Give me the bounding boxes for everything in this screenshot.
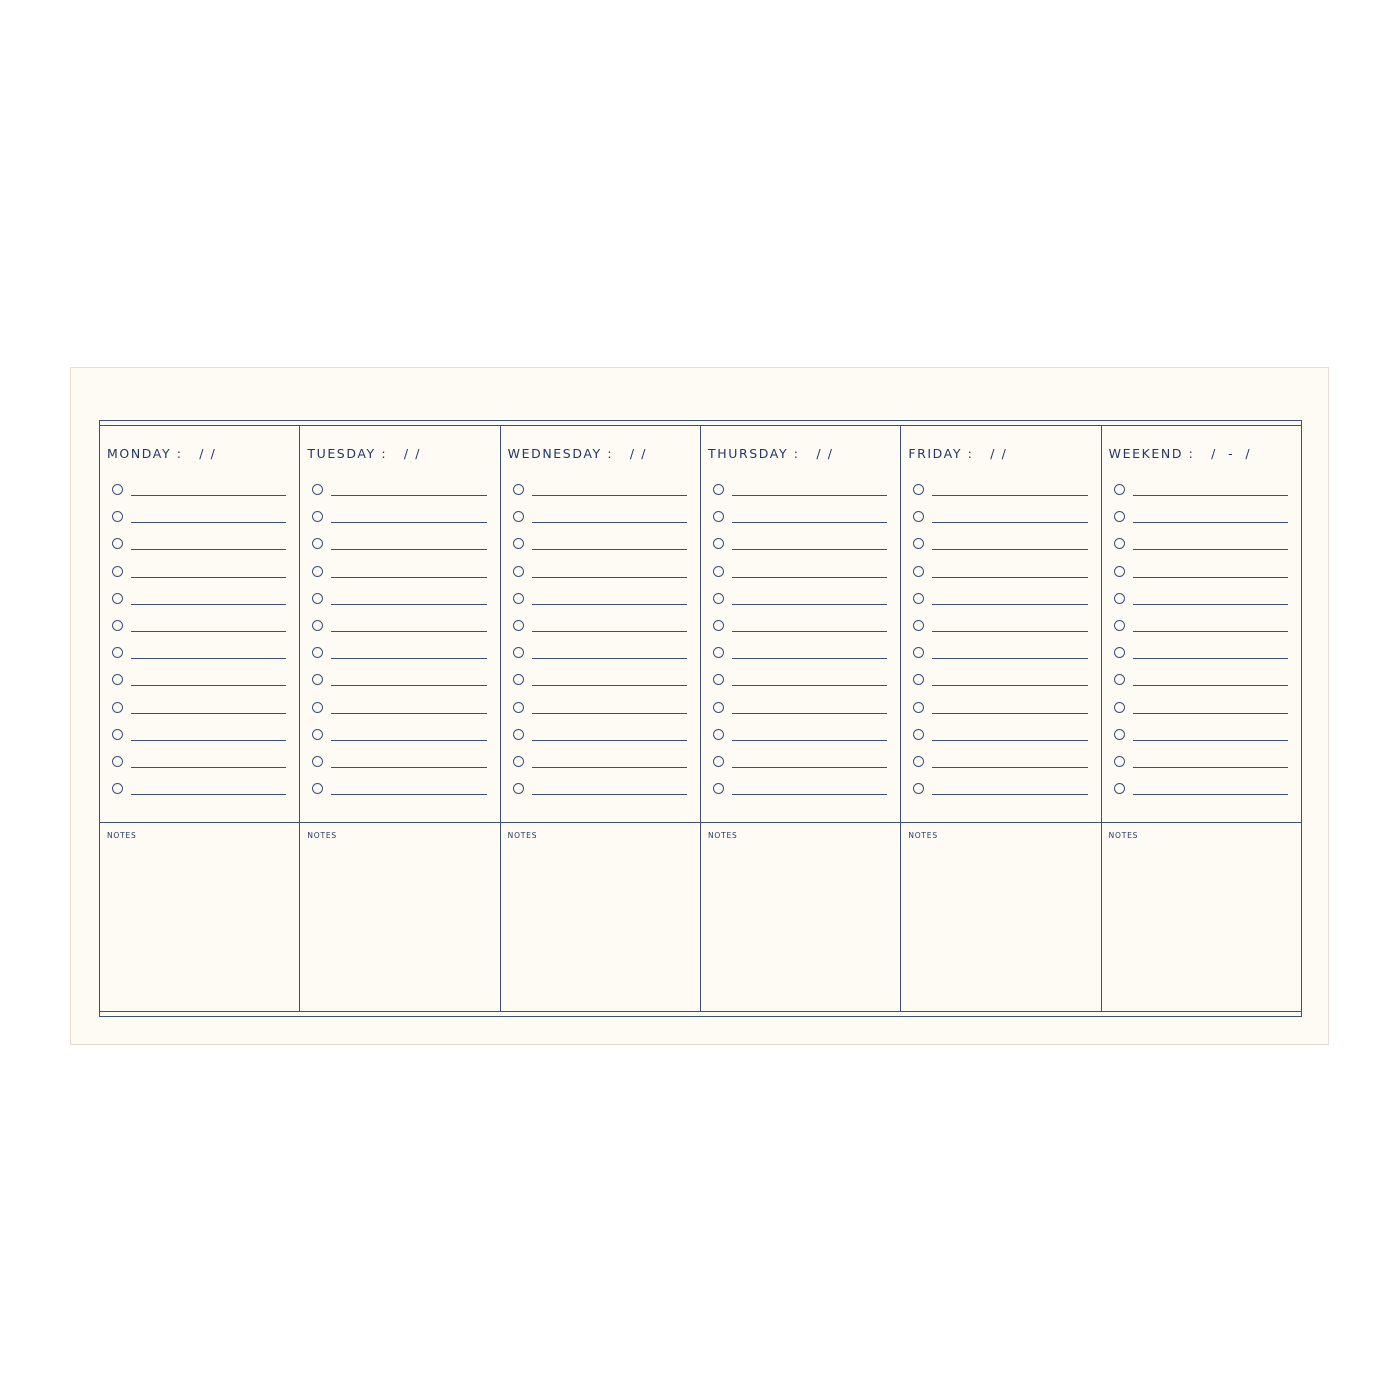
- task-row: [312, 646, 486, 673]
- checkbox-circle-icon[interactable]: [112, 783, 123, 794]
- checkbox-circle-icon[interactable]: [913, 620, 924, 631]
- task-write-line[interactable]: [331, 604, 486, 605]
- checkbox-circle-icon[interactable]: [713, 729, 724, 740]
- task-write-line[interactable]: [331, 794, 486, 795]
- task-row: [112, 483, 286, 510]
- checkbox-circle-icon[interactable]: [713, 647, 724, 658]
- task-row: [713, 619, 887, 646]
- task-write-line[interactable]: [732, 631, 887, 632]
- task-row: [913, 728, 1087, 755]
- notes-label: NOTES: [707, 831, 738, 840]
- task-row: [1114, 483, 1288, 510]
- task-row: [713, 728, 887, 755]
- checkbox-circle-icon[interactable]: [1114, 593, 1125, 604]
- task-row: [913, 592, 1087, 619]
- task-row: [713, 483, 887, 510]
- task-write-line[interactable]: [1133, 740, 1288, 741]
- checkbox-circle-icon[interactable]: [112, 647, 123, 658]
- task-row: [112, 701, 286, 728]
- checkbox-circle-icon[interactable]: [513, 756, 524, 767]
- task-write-line[interactable]: [932, 685, 1087, 686]
- checkbox-circle-icon[interactable]: [513, 566, 524, 577]
- checkbox-circle-icon[interactable]: [913, 538, 924, 549]
- task-write-line[interactable]: [131, 577, 286, 578]
- task-write-line[interactable]: [131, 713, 286, 714]
- task-write-line[interactable]: [1133, 604, 1288, 605]
- task-write-line[interactable]: [1133, 685, 1288, 686]
- task-row: [312, 483, 486, 510]
- task-row: [513, 510, 687, 537]
- task-row: [112, 646, 286, 673]
- task-row: [513, 537, 687, 564]
- task-write-line[interactable]: [932, 495, 1087, 496]
- checkbox-circle-icon[interactable]: [312, 511, 323, 522]
- checkbox-circle-icon[interactable]: [913, 783, 924, 794]
- day-header: MONDAY : / /: [107, 446, 217, 461]
- task-row: [112, 537, 286, 564]
- task-row: [312, 701, 486, 728]
- task-write-line[interactable]: [732, 549, 887, 550]
- notes-label: NOTES: [908, 831, 938, 840]
- task-write-line[interactable]: [331, 577, 486, 578]
- day-column: [1102, 426, 1301, 1011]
- checkbox-circle-icon[interactable]: [112, 484, 123, 495]
- task-write-line[interactable]: [732, 767, 887, 768]
- checkbox-circle-icon[interactable]: [1114, 566, 1125, 577]
- task-write-line[interactable]: [331, 767, 486, 768]
- task-write-line[interactable]: [732, 658, 887, 659]
- checkbox-circle-icon[interactable]: [513, 511, 524, 522]
- task-write-line[interactable]: [532, 522, 687, 523]
- checkbox-circle-icon[interactable]: [913, 729, 924, 740]
- task-write-line[interactable]: [131, 685, 286, 686]
- task-row: [713, 565, 887, 592]
- task-write-line[interactable]: [932, 577, 1087, 578]
- day-header: THURSDAY : / /: [707, 446, 834, 461]
- checkbox-circle-icon[interactable]: [913, 566, 924, 577]
- task-write-line[interactable]: [532, 658, 687, 659]
- task-row: [513, 483, 687, 510]
- task-row: [1114, 510, 1288, 537]
- notes-box[interactable]: [501, 822, 700, 1011]
- task-row: [513, 728, 687, 755]
- task-row: [913, 646, 1087, 673]
- task-row: [713, 782, 887, 809]
- task-write-line[interactable]: [532, 577, 687, 578]
- task-row: [312, 755, 486, 782]
- task-write-line[interactable]: [932, 522, 1087, 523]
- checkbox-circle-icon[interactable]: [913, 647, 924, 658]
- checkbox-circle-icon[interactable]: [1114, 620, 1125, 631]
- checkbox-circle-icon[interactable]: [913, 484, 924, 495]
- task-row: [713, 673, 887, 700]
- planner-frame: [99, 420, 1302, 1017]
- task-row: [312, 619, 486, 646]
- task-row: [1114, 619, 1288, 646]
- day-column: [901, 426, 1101, 1011]
- task-row: [112, 728, 286, 755]
- checkbox-circle-icon[interactable]: [713, 702, 724, 713]
- task-row: [913, 565, 1087, 592]
- checkbox-circle-icon[interactable]: [913, 511, 924, 522]
- task-write-line[interactable]: [932, 767, 1087, 768]
- checkbox-circle-icon[interactable]: [112, 511, 123, 522]
- day-header: WEDNESDAY : / /: [507, 446, 648, 461]
- task-write-line[interactable]: [732, 794, 887, 795]
- task-row: [913, 673, 1087, 700]
- checkbox-circle-icon[interactable]: [513, 538, 524, 549]
- task-row: [913, 701, 1087, 728]
- checkbox-circle-icon[interactable]: [513, 620, 524, 631]
- task-row: [312, 537, 486, 564]
- task-write-line[interactable]: [131, 522, 286, 523]
- task-row: [1114, 728, 1288, 755]
- task-write-line[interactable]: [932, 740, 1087, 741]
- task-write-line[interactable]: [732, 577, 887, 578]
- day-column: [300, 426, 500, 1011]
- notes-label: NOTES: [1108, 831, 1139, 840]
- task-write-line[interactable]: [331, 495, 486, 496]
- task-row: [1114, 592, 1288, 619]
- task-row: [713, 646, 887, 673]
- day-columns: [100, 426, 1301, 1011]
- task-row: [513, 619, 687, 646]
- notes-box[interactable]: [300, 822, 499, 1011]
- task-row: [913, 510, 1087, 537]
- task-write-line[interactable]: [532, 549, 687, 550]
- task-row: [1114, 673, 1288, 700]
- checkbox-circle-icon[interactable]: [1114, 729, 1125, 740]
- task-write-line[interactable]: [532, 604, 687, 605]
- task-row: [1114, 782, 1288, 809]
- task-write-line[interactable]: [331, 658, 486, 659]
- task-row: [112, 619, 286, 646]
- checkbox-circle-icon[interactable]: [312, 647, 323, 658]
- task-row: [112, 755, 286, 782]
- checkbox-circle-icon[interactable]: [312, 484, 323, 495]
- task-write-line[interactable]: [1133, 522, 1288, 523]
- task-row: [1114, 755, 1288, 782]
- task-list: [913, 483, 1087, 809]
- task-write-line[interactable]: [532, 740, 687, 741]
- checkbox-circle-icon[interactable]: [312, 620, 323, 631]
- checkbox-circle-icon[interactable]: [1114, 538, 1125, 549]
- task-row: [312, 592, 486, 619]
- task-write-line[interactable]: [1133, 713, 1288, 714]
- task-row: [112, 510, 286, 537]
- task-row: [112, 565, 286, 592]
- task-row: [713, 592, 887, 619]
- checkbox-circle-icon[interactable]: [112, 593, 123, 604]
- task-row: [513, 701, 687, 728]
- task-write-line[interactable]: [131, 604, 286, 605]
- checkbox-circle-icon[interactable]: [713, 756, 724, 767]
- checkbox-circle-icon[interactable]: [513, 593, 524, 604]
- checkbox-circle-icon[interactable]: [1114, 756, 1125, 767]
- task-row: [913, 483, 1087, 510]
- task-write-line[interactable]: [331, 713, 486, 714]
- task-row: [713, 755, 887, 782]
- task-write-line[interactable]: [732, 713, 887, 714]
- checkbox-circle-icon[interactable]: [713, 484, 724, 495]
- checkbox-circle-icon[interactable]: [312, 729, 323, 740]
- checkbox-circle-icon[interactable]: [913, 702, 924, 713]
- task-write-line[interactable]: [331, 522, 486, 523]
- task-write-line[interactable]: [131, 740, 286, 741]
- task-list: [1114, 483, 1288, 809]
- task-write-line[interactable]: [932, 631, 1087, 632]
- task-write-line[interactable]: [131, 549, 286, 550]
- task-write-line[interactable]: [331, 549, 486, 550]
- checkbox-circle-icon[interactable]: [713, 593, 724, 604]
- task-write-line[interactable]: [331, 685, 486, 686]
- task-list: [312, 483, 486, 809]
- task-write-line[interactable]: [532, 685, 687, 686]
- task-row: [513, 755, 687, 782]
- checkbox-circle-icon[interactable]: [1114, 702, 1125, 713]
- task-write-line[interactable]: [1133, 658, 1288, 659]
- checkbox-circle-icon[interactable]: [513, 702, 524, 713]
- task-row: [312, 510, 486, 537]
- checkbox-circle-icon[interactable]: [913, 756, 924, 767]
- task-list: [112, 483, 286, 809]
- weekly-planner-pad: [70, 367, 1329, 1045]
- checkbox-circle-icon[interactable]: [112, 702, 123, 713]
- task-row: [913, 537, 1087, 564]
- task-row: [513, 782, 687, 809]
- task-row: [1114, 646, 1288, 673]
- checkbox-circle-icon[interactable]: [713, 674, 724, 685]
- task-row: [513, 646, 687, 673]
- checkbox-circle-icon[interactable]: [513, 674, 524, 685]
- task-write-line[interactable]: [532, 631, 687, 632]
- day-header: FRIDAY : / /: [908, 446, 1008, 461]
- task-write-line[interactable]: [932, 604, 1087, 605]
- checkbox-circle-icon[interactable]: [1114, 511, 1125, 522]
- task-row: [112, 592, 286, 619]
- task-write-line[interactable]: [131, 767, 286, 768]
- task-row: [1114, 565, 1288, 592]
- task-write-line[interactable]: [932, 549, 1087, 550]
- checkbox-circle-icon[interactable]: [1114, 484, 1125, 495]
- task-write-line[interactable]: [932, 794, 1087, 795]
- task-write-line[interactable]: [1133, 631, 1288, 632]
- checkbox-circle-icon[interactable]: [112, 729, 123, 740]
- checkbox-circle-icon[interactable]: [112, 538, 123, 549]
- checkbox-circle-icon[interactable]: [713, 511, 724, 522]
- checkbox-circle-icon[interactable]: [713, 538, 724, 549]
- checkbox-circle-icon[interactable]: [112, 566, 123, 577]
- task-write-line[interactable]: [732, 522, 887, 523]
- task-write-line[interactable]: [932, 713, 1087, 714]
- task-write-line[interactable]: [131, 495, 286, 496]
- bottom-rule: [100, 1011, 1301, 1012]
- task-row: [312, 728, 486, 755]
- task-row: [1114, 537, 1288, 564]
- checkbox-circle-icon[interactable]: [713, 620, 724, 631]
- notes-box[interactable]: [100, 822, 299, 1011]
- checkbox-circle-icon[interactable]: [312, 593, 323, 604]
- checkbox-circle-icon[interactable]: [112, 756, 123, 767]
- checkbox-circle-icon[interactable]: [112, 620, 123, 631]
- checkbox-circle-icon[interactable]: [713, 566, 724, 577]
- task-row: [713, 510, 887, 537]
- task-write-line[interactable]: [131, 794, 286, 795]
- task-write-line[interactable]: [532, 767, 687, 768]
- task-write-line[interactable]: [131, 658, 286, 659]
- task-row: [513, 592, 687, 619]
- task-write-line[interactable]: [1133, 577, 1288, 578]
- task-write-line[interactable]: [331, 631, 486, 632]
- task-list: [513, 483, 687, 809]
- day-column: [501, 426, 701, 1011]
- checkbox-circle-icon[interactable]: [312, 783, 323, 794]
- notes-label: NOTES: [107, 831, 137, 840]
- checkbox-circle-icon[interactable]: [312, 756, 323, 767]
- task-write-line[interactable]: [131, 631, 286, 632]
- task-row: [312, 565, 486, 592]
- task-write-line[interactable]: [532, 794, 687, 795]
- checkbox-circle-icon[interactable]: [513, 484, 524, 495]
- day-column: [701, 426, 901, 1011]
- task-row: [913, 755, 1087, 782]
- task-row: [312, 782, 486, 809]
- task-row: [713, 701, 887, 728]
- task-row: [312, 673, 486, 700]
- checkbox-circle-icon[interactable]: [513, 729, 524, 740]
- notes-label: NOTES: [307, 831, 337, 840]
- task-write-line[interactable]: [1133, 767, 1288, 768]
- checkbox-circle-icon[interactable]: [513, 783, 524, 794]
- checkbox-circle-icon[interactable]: [112, 674, 123, 685]
- checkbox-circle-icon[interactable]: [1114, 783, 1125, 794]
- task-row: [112, 673, 286, 700]
- task-row: [913, 782, 1087, 809]
- notes-box[interactable]: [901, 822, 1100, 1011]
- task-write-line[interactable]: [732, 685, 887, 686]
- task-write-line[interactable]: [732, 495, 887, 496]
- task-write-line[interactable]: [532, 495, 687, 496]
- task-write-line[interactable]: [1133, 495, 1288, 496]
- checkbox-circle-icon[interactable]: [1114, 647, 1125, 658]
- checkbox-circle-icon[interactable]: [312, 566, 323, 577]
- checkbox-circle-icon[interactable]: [913, 593, 924, 604]
- task-row: [513, 673, 687, 700]
- task-row: [913, 619, 1087, 646]
- checkbox-circle-icon[interactable]: [513, 647, 524, 658]
- checkbox-circle-icon[interactable]: [1114, 674, 1125, 685]
- notes-label: NOTES: [507, 831, 538, 840]
- task-write-line[interactable]: [732, 604, 887, 605]
- notes-box[interactable]: [701, 822, 900, 1011]
- notes-box[interactable]: [1102, 822, 1301, 1011]
- task-row: [713, 537, 887, 564]
- task-list: [713, 483, 887, 809]
- checkbox-circle-icon[interactable]: [913, 674, 924, 685]
- task-row: [513, 565, 687, 592]
- task-row: [1114, 701, 1288, 728]
- task-write-line[interactable]: [532, 713, 687, 714]
- task-write-line[interactable]: [1133, 794, 1288, 795]
- task-write-line[interactable]: [1133, 549, 1288, 550]
- checkbox-circle-icon[interactable]: [312, 538, 323, 549]
- day-column: [100, 426, 300, 1011]
- day-header: WEEKEND : / - /: [1108, 446, 1252, 461]
- task-write-line[interactable]: [331, 740, 486, 741]
- task-row: [112, 782, 286, 809]
- day-header: TUESDAY : / /: [307, 446, 422, 461]
- checkbox-circle-icon[interactable]: [713, 783, 724, 794]
- task-write-line[interactable]: [732, 740, 887, 741]
- checkbox-circle-icon[interactable]: [312, 674, 323, 685]
- task-write-line[interactable]: [932, 658, 1087, 659]
- checkbox-circle-icon[interactable]: [312, 702, 323, 713]
